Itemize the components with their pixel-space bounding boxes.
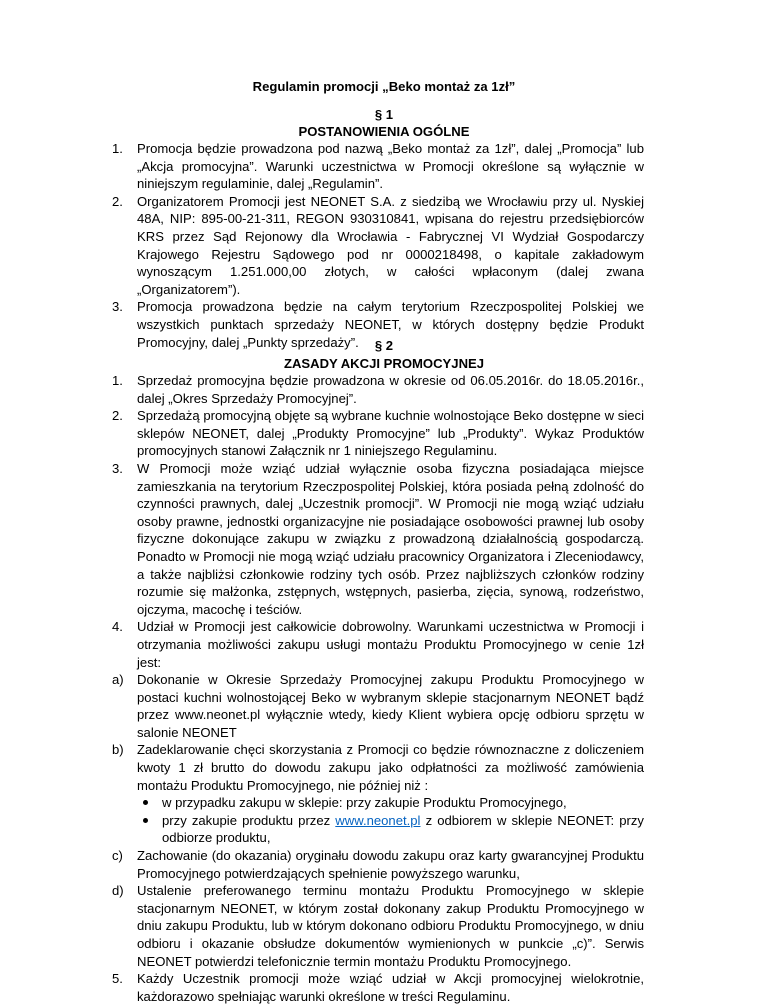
list-item <box>112 407 644 460</box>
list-item-text: Sprzedażą promocyjną objęte są wybrane kuchnie wolnostojące Beko dostępne w sieci sklepów NEONET, dalej „Produkty Promocyjne” lub „Produkty”. Wykaz Produktów promocyjnych stanowi Załącznik nr 1 niniejszego Regulaminu. <box>137 408 644 459</box>
list-item-text: Dokonanie w Okresie Sprzedaży Promocyjnej zakupu Produktu Promocyjnego w postaci kuchni wolnostojącej Beko w wybranym sklepie stacjonarnym NEONET bądź przez www.neonet.pl wyłącznie wtedy, kiedy Klient wybiera opcję odbioru sprzętu w salonie NEONET <box>137 672 644 740</box>
bullet-text: w przypadku zakupu w sklepie: przy zakupie Produktu Promocyjnego, <box>162 795 567 811</box>
list-item-text: Zadeklarowanie chęci skorzystania z Promocji co będzie równoznaczne z doliczeniem kwoty 1 zł brutto do dowodu zakupu jako odpłatności za możliwość zamówienia montażu Produktu Promocyjnego, nie później niż : <box>137 742 644 793</box>
list-marker: a) <box>112 672 124 688</box>
list-item <box>112 741 644 847</box>
bullet-item <box>137 794 644 812</box>
list-item-text: Organizatorem Promocji jest NEONET S.A. z siedzibą we Wrocławiu przy ul. Nyskiej 48A, NIP: 895-00-21-311, REGON 930310841, wpisana do rejestru przedsiębiorców KRS przez Sąd Rejonowy dla Wrocławia - Fabrycznej VI Wydział Gospodarczy Krajowego Rejestru Sądowego pod nr 0000218498, o kapitale zakładowym wynoszącym 1.251.000,00 złotych, w całości wpłaconym (dalej zwana „Organizatorem”). <box>137 193 644 297</box>
list-marker: 3. <box>112 460 123 476</box>
list-marker: 1. <box>112 373 123 388</box>
list-marker: 1. <box>112 141 123 156</box>
list-item <box>112 847 644 882</box>
neonet-link[interactable]: www.neonet.pl <box>335 812 421 828</box>
bullet-text-after: z odbiorem w sklepie NEONET: przy odbiorze produktu, <box>162 812 644 846</box>
list-marker: b) <box>112 742 124 758</box>
list-marker: 5. <box>112 971 123 987</box>
section-1-number: § 1 <box>374 107 394 122</box>
section-1-title: POSTANOWIENIA OGÓLNE <box>298 124 470 139</box>
list-item-text: Promocja będzie prowadzona pod nazwą „Beko montaż za 1zł”, dalej „Promocja” lub „Akcja promocyjna”. Warunki uczestnictwa w Promocji określone są wyłącznie w niniejszym regulaminie, dalej „Regulamin”. <box>137 141 644 192</box>
document-title: Regulamin promocji „Beko montaż za 1zł” <box>252 79 516 94</box>
list-marker: 4. <box>112 619 123 635</box>
bullet-dot-icon <box>143 818 148 823</box>
list-item <box>112 970 644 1005</box>
list-marker: 3. <box>112 299 123 315</box>
list-item <box>112 140 644 193</box>
bullet-dot-icon <box>143 800 148 805</box>
list-item <box>112 460 644 618</box>
list-item-text: Sprzedaż promocyjna będzie prowadzona w okresie od 06.05.2016r. do 18.05.2016r., dalej „Okres Sprzedaży Promocyjnej”. <box>137 373 644 406</box>
list-item-text: Każdy Uczestnik promocji może wziąć udział w Akcji promocyjnej wielokrotnie, każdorazowo spełniając warunki określone w treści Regulaminu. <box>137 971 644 1004</box>
list-marker: 2. <box>112 193 123 209</box>
section-2-number: § 2 <box>374 338 394 353</box>
list-item-text: Udział w Promocji jest całkowicie dobrowolny. Warunkami uczestnictwa w Promocji i otrzymania możliwości zakupu usługi montażu Produktu Promocyjnego w cenie 1zł jest: <box>137 619 644 670</box>
bullet-text-before: przy zakupie produktu przez <box>162 812 336 828</box>
list-marker: 2. <box>112 408 123 424</box>
list-marker: d) <box>112 883 124 899</box>
list-item <box>112 372 644 407</box>
list-item <box>112 618 644 671</box>
section-2-title: ZASADY AKCJI PROMOCYJNEJ <box>283 356 485 371</box>
list-item <box>112 882 644 970</box>
section-1-list <box>112 140 644 351</box>
list-item-text: Zachowanie (do okazania) oryginału dowodu zakupu oraz karty gwarancyjnej Produktu Promocyjnego potwierdzających spełnienie powyższego warunku, <box>137 848 644 881</box>
list-item <box>112 671 644 741</box>
bullet-item <box>137 812 644 847</box>
list-item <box>112 193 644 299</box>
list-item-text: Promocja prowadzona będzie na całym terytorium Rzeczpospolitej Polskiej we wszystkich punktach sprzedaży NEONET, w których dostępny będzie Produkt Promocyjny, dalej „Punkty sprzedaży”. <box>137 299 644 350</box>
list-item-text: W Promocji może wziąć udział wyłącznie osoba fizyczna posiadająca miejsce zamieszkania na terytorium Rzeczpospolitej Polskiej, która posiada pełną zdolność do czynności prawnych, dalej „Uczestnik promocji”. W Promocji nie mogą wziąć udziału osoby prawne, jednostki organizacyjne nie posiadające osobowości prawnej lub osoby fizyczne dokonujące zakupu w związku z prowadzoną działalnością gospodarczą. Ponadto w Promocji nie mogą wziąć udziału pracownicy Organizatora i Zleceniodawcy, a także najbliżsi członkowie rodziny tych osób. Przez najbliższych członków rodziny rozumie się małżonka, zstępnych, wstępnych, pasierba, zięcia, synową, rodzeństwo, ojczyma, macochę i teściów. <box>137 460 644 617</box>
section-2-list <box>112 372 644 1005</box>
list-marker: c) <box>112 848 123 864</box>
list-item-text: Ustalenie preferowanego terminu montażu Produktu Promocyjnego w sklepie stacjonarnym NEONET, w którym został dokonany zakup Produktu Promocyjnego w dniu zakupu Produktu, lub w którym dokonano odbioru Produktu Promocyjnego, w dniu odbioru i okazanie obsłudze dokumentów wymienionych w punkcie „c)”. Serwis NEONET potwierdzi telefonicznie termin montażu Produktu Promocyjnego. <box>137 883 644 969</box>
bullet-list <box>137 794 644 847</box>
